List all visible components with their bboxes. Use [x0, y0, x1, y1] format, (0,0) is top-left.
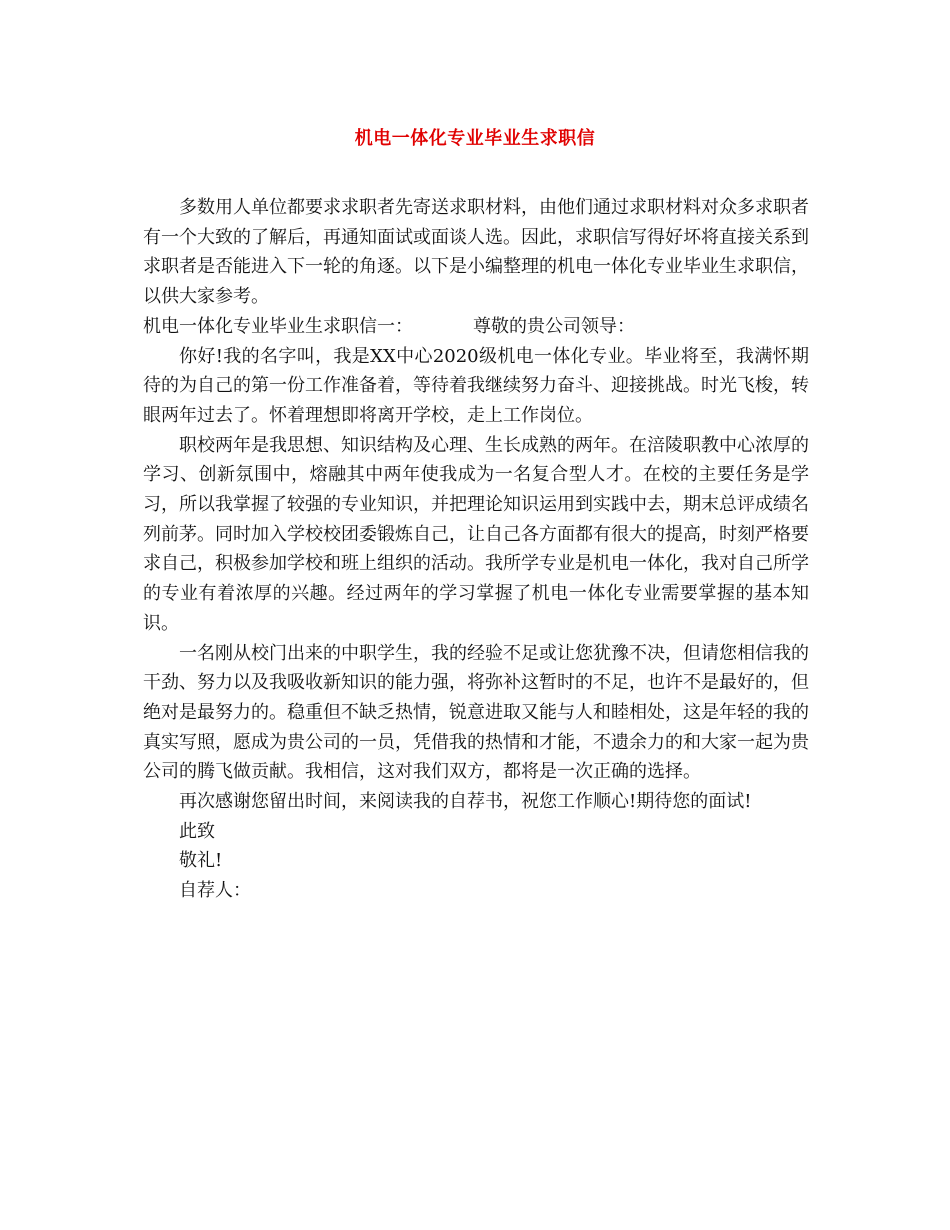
body-paragraph-1: 你好!我的名字叫，我是XX中心2020级机电一体化专业。毕业将至，我满怀期待的为自己的第一份工作准备着，等待着我继续努力奋斗、迎接挑战。时光飞梭，转眼两年过去了。怀着理想即将离开学校，走上工作岗位。	[143, 345, 809, 426]
signature-label: 自荐人：	[179, 880, 251, 902]
closing-line-1: 此致	[179, 820, 215, 842]
body-paragraph-4: 再次感谢您留出时间，来阅读我的自荐书，祝您工作顺心!期待您的面试!	[179, 791, 752, 813]
closing-line-2: 敬礼!	[179, 850, 223, 872]
body-paragraph-3: 一名刚从校门出来的中职学生，我的经验不足或让您犹豫不决，但请您相信我的干劲、努力以及我吸收新知识的能力强，将弥补这暂时的不足，也许不是最好的，但绝对是最努力的。稳重但不缺乏热情，锐意进取又能与人和睦相处，这是年轻的我的真实写照，愿成为贵公司的一员，凭借我的热情和才能，不遗余力的和大家一起为贵公司的腾飞做贡献。我相信，这对我们双方，都将是一次正确的选择。	[143, 642, 809, 783]
letter-heading: 机电一体化专业毕业生求职信一：	[143, 315, 413, 337]
document-title: 机电一体化专业毕业生求职信	[354, 128, 596, 149]
letter-heading-line	[143, 312, 809, 342]
intro-paragraph: 多数用人单位都要求求职者先寄送求职材料，由他们通过求职材料对众多求职者有一个大致的了解后，再通知面试或面谈人选。因此，求职信写得好坏将直接关系到求职者是否能进入下一轮的角逐。以下是小编整理的机电一体化专业毕业生求职信，以供大家参考。	[143, 197, 809, 308]
body-paragraph-2: 职校两年是我思想、知识结构及心理、生长成熟的两年。在涪陵职教中心浓厚的学习、创新氛围中，熔融其中两年使我成为一名复合型人才。在校的主要任务是学习，所以我掌握了较强的专业知识，并把理论知识运用到实践中去，期末总评成绩名列前茅。同时加入学校校团委锻炼自己，让自己各方面都有很大的提高，时刻严格要求自己，积极参加学校和班上组织的活动。我所学专业是机电一体化，我对自己所学的专业有着浓厚的兴趣。经过两年的学习掌握了机电一体化专业需要掌握的基本知识。	[143, 434, 809, 634]
document-body	[143, 193, 809, 906]
salutation: 尊敬的贵公司领导：	[473, 315, 635, 337]
